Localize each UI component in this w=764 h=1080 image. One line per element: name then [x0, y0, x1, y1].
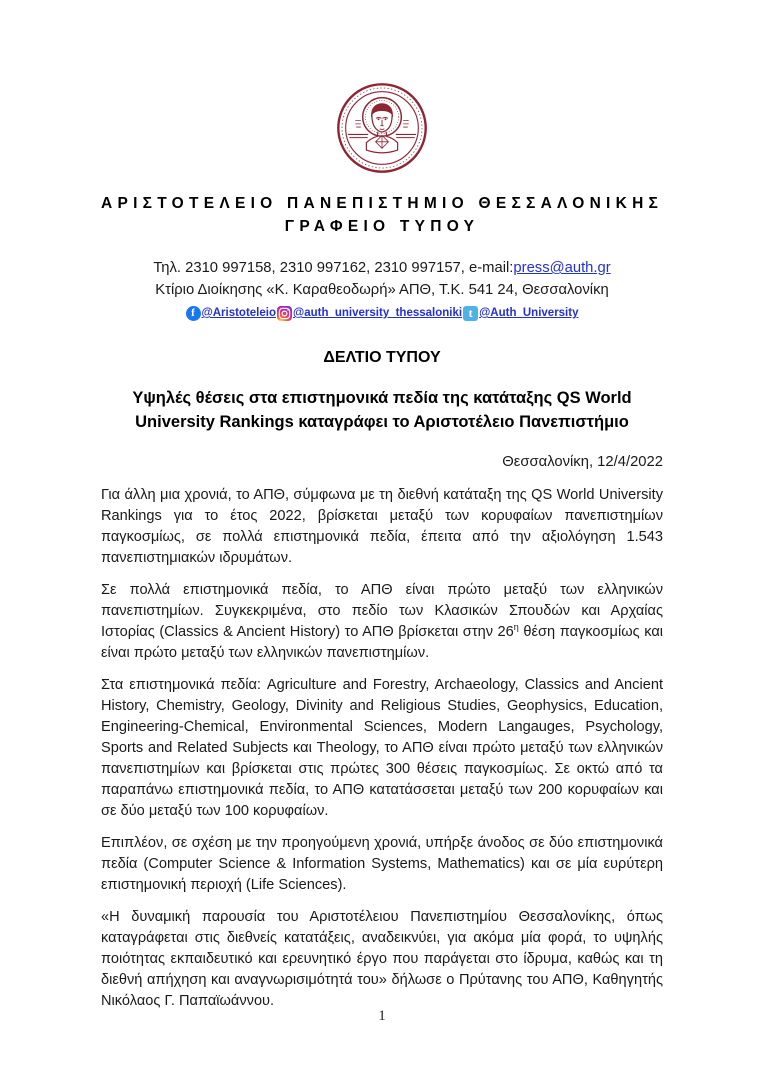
auth-seal-icon — [336, 82, 428, 174]
paragraph-2-text-cont: θέση παγκοσμίως και είναι πρώτο μεταξύ των ελληνικών πανεπιστημίων. — [101, 624, 663, 661]
facebook-handle-link[interactable]: @Aristoteleio — [201, 307, 276, 319]
instagram-handle-link[interactable]: @auth_university_thessaloniki — [293, 307, 463, 319]
university-logo — [101, 0, 663, 179]
press-office-name: ΓΡΑΦΕΙΟ ΤΥΠΟΥ — [284, 218, 480, 235]
document-body — [101, 485, 663, 1012]
paragraph-2-text: Σε πολλά επιστημονικά πεδία, το ΑΠΘ είναι πρώτο μεταξύ των ελληνικών πανεπιστημίων. Συγκεκριμένα, στο πεδίο των Κλασικών Σπουδών και Αρχαίας Ιστορίας (Classics & Ancient History) το ΑΠΘ βρίσκεται στην 26 — [101, 582, 663, 640]
page-number: 1 — [378, 1008, 386, 1024]
facebook-icon: f — [186, 306, 201, 321]
contact-line-address: Κτίριο Διοίκησης «Κ. Καραθεοδωρή» ΑΠΘ, Τ.Κ. 541 24, Θεσσαλονίκη — [155, 282, 609, 298]
paragraph-1: Για άλλη μια χρονιά, το ΑΠΘ, σύμφωνα με τη διεθνή κατάταξη της QS World University Rankings για το έτος 2022, βρίσκεται μεταξύ των κορυφαίων πανεπιστημίων παγκοσμίως, σε πολλά επιστημονικά πεδία, έπειτα από την αξιολόγηση 1.543 πανεπιστημιακών ιδρυμάτων. — [101, 487, 663, 566]
document-title — [101, 386, 663, 434]
contact-block — [101, 257, 663, 301]
document-title-line2: University Rankings καταγράφει το Αριστοτέλειο Πανεπιστήμιο — [135, 413, 629, 431]
university-name: ΑΡΙΣΤΟΤΕΛΕΙΟ ΠΑΝΕΠΙΣΤΗΜΙΟ ΘΕΣΣΑΛΟΝΙΚΗΣ — [101, 195, 664, 212]
paragraph-3: Στα επιστημονικά πεδία: Agriculture and Forestry, Archaeology, Classics and Ancient History, Chemistry, Geology, Divinity and Religious Studies, Geophysics, Education, Engineering-Chemical, Environmental Sciences, Modern Langauges, Psychology, Sports and Related Subjects και Theology, το ΑΠΘ είναι πρώτο μεταξύ των ελληνικών πανεπιστημίων και βρίσκεται στις πρώτες 300 θέσεις παγκοσμίως. Σε οκτώ από τα παραπάνω επιστημονικά πεδία, το ΑΠΘ κατατάσσεται μεταξύ των 200 κορυφαίων και σε δύο μεταξύ των 100 κορυφαίων. — [101, 677, 663, 819]
instagram-icon — [277, 306, 292, 321]
phone-numbers: Τηλ. 2310 997158, 2310 997162, 2310 997157, e-mail: — [153, 260, 514, 276]
twitter-handle-link[interactable]: @Auth_University — [479, 307, 579, 319]
paragraph-5: «Η δυναμική παρουσία του Αριστοτέλειου Πανεπιστημίου Θεσσαλονίκης, όπως καταγράφεται στις διεθνείς κατατάξεις, αναδεικνύει, για ακόμα μία φορά, το υψηλής ποιότητας εκπαιδευτικό και ερευνητικό έργο που παράγεται στο ίδρυμα, καθώς και τη διεθνή απήχηση και αναγνωρισιμότητά του» δήλωσε ο Πρύτανης του ΑΠΘ, Καθηγητής Νικόλαος Γ. Παπαϊωάννου. — [101, 909, 663, 1009]
press-release-page — [101, 0, 663, 1012]
twitter-icon: t — [463, 306, 478, 321]
press-release-label: ΔΕΛΤΙΟ ΤΥΠΟΥ — [323, 349, 441, 366]
paragraph-4: Επιπλέον, σε σχέση με την προηγούμενη χρονιά, υπήρξε άνοδος σε δύο επιστημονικά πεδία (Computer Science & Information Systems, Mathematics) και σε μία ευρύτερη επιστημονική περιοχή (Life Sciences). — [101, 835, 663, 893]
document-title-line1: Υψηλές θέσεις στα επιστημονικά πεδία της κατάταξης QS World — [132, 389, 632, 407]
ordinal-superscript: η — [513, 622, 519, 633]
email-link[interactable]: press@auth.gr — [513, 260, 611, 276]
contact-line-phone — [101, 257, 663, 279]
paragraph-2 — [101, 580, 663, 664]
social-media-row — [101, 304, 663, 322]
dateline: Θεσσαλονίκη, 12/4/2022 — [502, 454, 663, 470]
